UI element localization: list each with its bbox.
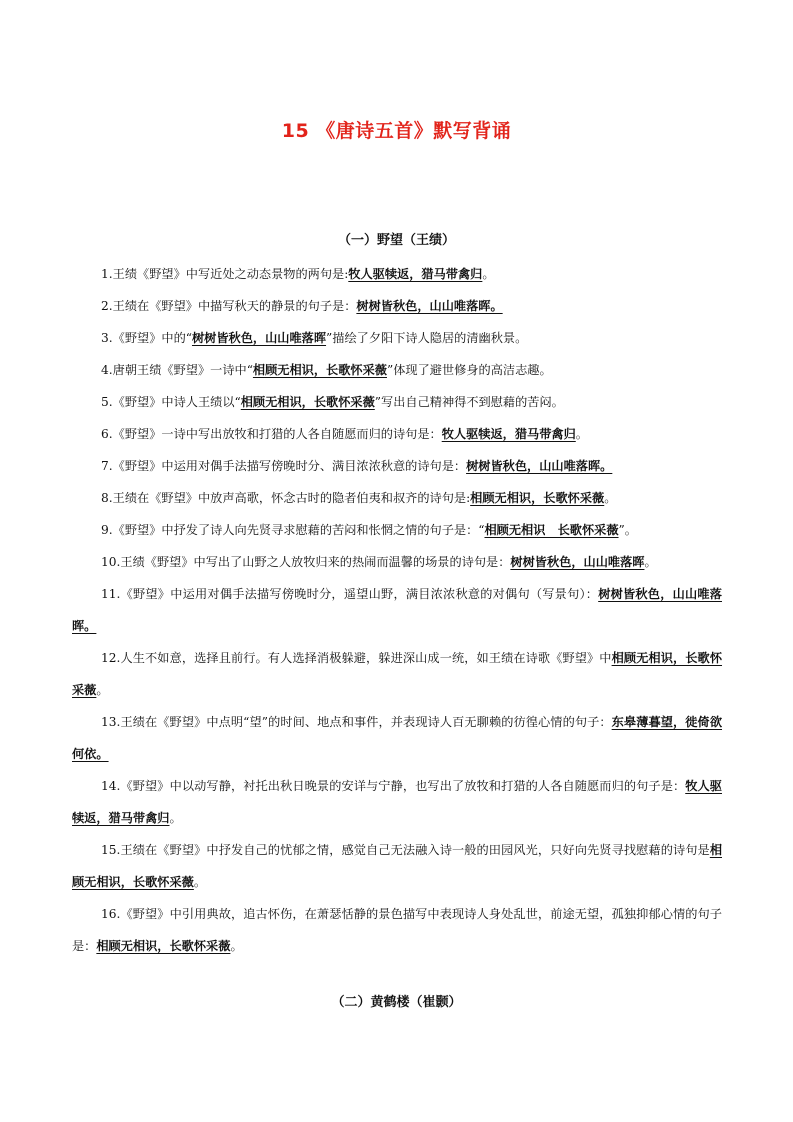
question-item-1 xyxy=(72,258,722,290)
question-text: 6.《野望》一诗中写出放牧和打猎的人各自随愿而归的诗句是： xyxy=(101,427,442,441)
question-text: 14.《野望》中以动写静，衬托出秋日晚景的安详与宁静，也写出了放牧和打猎的人各自随愿而归的句子是： xyxy=(101,779,686,793)
question-item-6 xyxy=(72,418,722,450)
answer-text: 相顾无相识，长歌怀采薇 xyxy=(72,843,722,889)
answer-text: 树树皆秋色，山山唯落晖。 xyxy=(466,459,613,473)
answer-text: 树树皆秋色，山山唯落晖。 xyxy=(72,587,722,633)
question-item-2 xyxy=(72,290,722,322)
question-item-14 xyxy=(72,770,722,834)
answer-text: 相顾无相识，长歌怀采薇 xyxy=(96,939,231,953)
question-item-11 xyxy=(72,578,722,642)
question-tail: 。 xyxy=(193,875,207,889)
answer-text: 相顾无相识，长歌怀采薇 xyxy=(252,363,387,377)
question-item-15 xyxy=(72,834,722,898)
page-title: 15 《唐诗五首》默写背诵 xyxy=(281,120,512,142)
answer-text: 东皋薄暮望，徙倚欲何依。 xyxy=(72,715,723,761)
question-tail: ”。 xyxy=(618,523,637,537)
question-text: 10.王绩《野望》中写出了山野之人放牧归来的热闹而温馨的场景的诗句是： xyxy=(101,555,511,569)
question-text: 3.《野望》中的“ xyxy=(101,331,192,345)
answer-text: 相顾无相识，长歌怀采薇 xyxy=(72,651,723,697)
question-text: 16.《野望》中引用典故，追古怀伤，在萧瑟恬静的景色描写中表现诗人身处乱世，前途无望，孤独抑郁心情的句子是： xyxy=(72,907,722,953)
answer-text: 相顾无相识 长歌怀采薇 xyxy=(484,523,619,537)
answer-text: 牧人驱犊返，猎马带禽归 xyxy=(348,267,483,281)
question-item-16 xyxy=(72,898,722,962)
question-tail: 。 xyxy=(169,811,182,825)
section-heading-1: （一）野望（王绩） xyxy=(337,233,455,248)
question-tail: ”写出自己精神得不到慰藉的苦闷。 xyxy=(374,395,564,409)
question-tail: ”描绘了夕阳下诗人隐居的清幽秋景。 xyxy=(326,331,528,345)
answer-text: 牧人驱犊返，猎马带禽归 xyxy=(441,427,576,441)
answer-text: 相顾无相识，长歌怀采薇 xyxy=(240,395,375,409)
answer-text: 树树皆秋色，山山唯落晖 xyxy=(191,331,327,345)
answer-text: 树树皆秋色，山山唯落晖。 xyxy=(356,299,503,313)
question-tail: 。 xyxy=(230,939,243,953)
question-item-9 xyxy=(72,514,722,546)
question-text: 5.《野望》中诗人王绩以“ xyxy=(101,395,241,409)
question-tail: 。 xyxy=(604,491,617,505)
question-item-12 xyxy=(72,642,722,706)
question-list xyxy=(72,258,722,962)
question-text: 4.唐朝王绩《野望》一诗中“ xyxy=(101,363,253,377)
question-text: 11.《野望》中运用对偶手法描写傍晚时分，遥望山野，满目浓浓秋意的对偶句（写景句）： xyxy=(101,587,599,601)
question-text: 9.《野望》中抒发了诗人向先贤寻求慰藉的苦闷和怅惘之情的句子是：“ xyxy=(101,523,485,537)
question-item-8 xyxy=(72,482,722,514)
question-tail: 。 xyxy=(644,555,657,569)
question-tail: 。 xyxy=(482,267,495,281)
question-text: 13.王绩在《野望》中点明“望”的时间、地点和事件，并表现诗人百无聊赖的彷徨心情的句子： xyxy=(101,715,612,729)
question-item-4 xyxy=(72,354,722,386)
question-item-13 xyxy=(72,706,722,770)
section-heading-2: （二）黄鹤楼（崔颢） xyxy=(331,995,462,1010)
question-item-5 xyxy=(72,386,722,418)
question-item-7 xyxy=(72,450,722,482)
question-tail: 。 xyxy=(575,427,588,441)
answer-text: 相顾无相识，长歌怀采薇 xyxy=(470,491,605,505)
question-item-10 xyxy=(72,546,722,578)
question-text: 7.《野望》中运用对偶手法描写傍晚时分、满目浓浓秋意的诗句是： xyxy=(101,459,467,473)
question-item-3 xyxy=(72,322,722,354)
question-text: 1.王绩《野望》中写近处之动态景物的两句是: xyxy=(101,267,349,281)
question-text: 2.王绩在《野望》中描写秋天的静景的句子是： xyxy=(101,299,357,313)
question-text: 8.王绩在《野望》中放声高歌，怀念古时的隐者伯夷和叔齐的诗句是: xyxy=(101,491,471,505)
answer-text: 牧人驱犊返，猎马带禽归 xyxy=(72,779,722,825)
answer-text: 树树皆秋色，山山唯落晖 xyxy=(510,555,645,569)
question-tail: ”体现了避世修身的高洁志趣。 xyxy=(386,363,552,377)
question-text: 15.王绩在《野望》中抒发自己的忧郁之情，感觉自己无法融入诗一般的田园风光，只好向先贤寻找慰藉的诗句是 xyxy=(101,843,710,857)
question-tail: 。 xyxy=(96,683,109,697)
question-text: 12.人生不如意，选择且前行。有人选择消极躲避，躲进深山成一统，如王绩在诗歌《野望》中 xyxy=(101,651,612,665)
